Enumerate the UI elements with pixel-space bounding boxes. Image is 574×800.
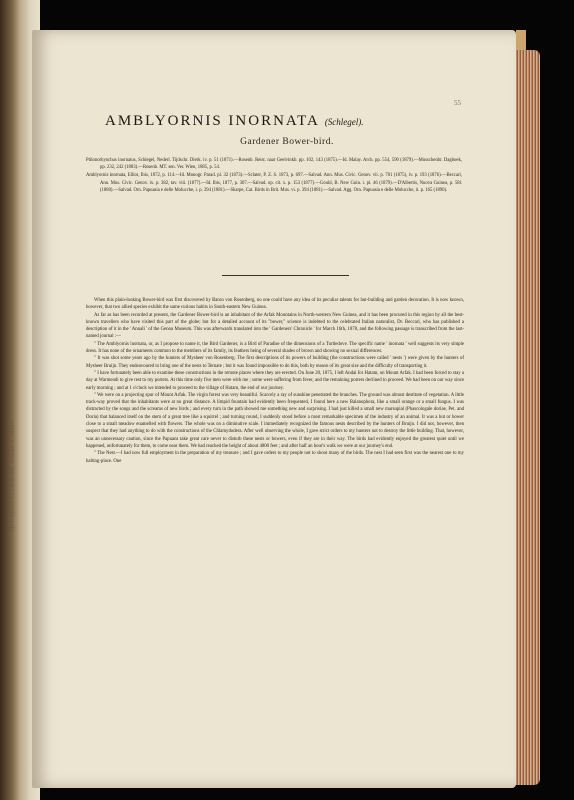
common-name: Gardener Bower-bird. [240, 137, 334, 147]
body-paragraph: As far as has been recorded at present, the Gardener Bower-bird is an inhabitant of the Arfak Mountains in North-western New Guinea, and it has been procured in this region by all the best-known travellers who have visited this part of the globe; but for a detailed account of its "bower," science is indebted to the celebrated Italian naturalist, Dr. Beccari, who has published a description of it in the ' Annali ' of the Genoa Museum. This was afterwards translated into the ' Gardeners' Chronicle ' for March 16th, 1878, and the following passage is transcribed from the last-named journal :— [86, 312, 464, 340]
species-name: AMBLYORNIS INORNATA [105, 113, 320, 129]
page-edges-gilt [514, 50, 540, 785]
body-paragraph: When this plain-looking Bower-bird was first discovered by Baron von Rosenberg, no one could have any idea of its peculiar talents for hut-building and garden decoration. It is now known, however, that two allied species exhibit the same curious habits in South-eastern New Guinea. [86, 298, 464, 311]
body-paragraph: " I have fortunately been able to examine these constructions in the remote places where they are erected. On June 20, 1875, I left Andai for Hatam, on Mount Arfak. I had been forced to stay a day at Warmendi to give rest to my porters. At this time only five men were with me ; some were suffering from fever, and the remaining porters declined to proceed. We had been on our way since early morning ; and at 1 o'clock we intended to proceed to the village of Hatam, the end of our journey. [86, 370, 464, 391]
page-title [105, 113, 425, 130]
reference-entry: Amblyornis inornata, Elliot, Ibis, 1872, p. 114.—Id. Monogr. Parad. pl. 32 (1873).—Sclater, P. Z. S. 1873, p. 697.—Salvad. Ann. Mus. Civic. Genov. vii. p. 781 (1875), iv. p. 193 (1876).—Beccari, Ann. Mus. Civic. Genov. ix. p. 382, tav. viii. (1877).—Id. Ibis, 1877, p. 307.—Salvad. op. cit. x. p. 153 (1877).—Gould, B. New Guin. i. pl. 46 (1879).—D'Albertis, Nuova Guinea, p. 581 (1880).—Salvad. Orn. Papuasia e delle Molucche, i. p. 394 (1881).—Sharpe, Cat. Birds in Brit. Mus. vi. p. 394 (1881).—Salvad. Agg. Orn. Papuasia e delle Molucche, ii. p. 165 (1890). [86, 173, 462, 193]
spine-running-title: AMBLYORNIS INORNATA (Schlegel). [8, 420, 14, 534]
body-paragraph: " The Nest.—I had now full employment in the preparation of my treasure ; and I gave orders to my people not to shoot many of the birds. The nest I had seen first was the nearest one to my halting-place. One [86, 451, 464, 464]
body-paragraph: " We were on a projecting spur of Mount Arfak. The virgin forest was very beautiful. Scarcely a ray of sunshine penetrated the branches. The ground was almost destitute of vegetation. A little track-way proved that the inhabitants were at no great distance. A limpid fountain had evidently been frequented, I found here a new Balanophora, like a small orange or a small fungus. I was distracted by the songs and the screams of new birds ; and every turn in the path showed me something new and surprising. I had just killed a small new marsupial (Phascologale doriae, Pet. and Doria) that balanced itself on the stem of a great tree like a squirrel ; and turning round, I suddenly stood before a most remarkable specimen of the industry of an animal. It was a hut or bower close to a small meadow enamelled with flowers. The whole was on a diminutive scale. I immediately recognized the famous nests described by the hunters of Bruijn. I did not, however, then suspect that they had anything to do with the constructions of the Chlamydodera. After well observing the whole, I gave strict orders to my hunters not to destroy the little building. That, however, was an unnecessary caution, since the Papuans take great care never to disturb these nests or bowers, even if they are in their way. The birds had evidently enjoyed the greatest quiet until we happened, unfortunately for them, to come near them. We had reached the height of about 4800 feet ; and after half an hour's walk we were at our journey's end. [86, 392, 464, 449]
reference-entry: Ptilonorhynchus inornatus, Schlegel, Nederl. Tijdschr. Dierk. iv. p. 51 (1871).—Rosenb. Reist. naar Geelvinkb. pp. 102, 143 (1875).—Id. Malay. Arch. pp. 554, 590 (1879).—Musschenbr. Dagboek, pp. 232, 242 (1883).—Rosenb. MT. sen. Ver. Wien, 1885, p. 54. [86, 158, 462, 171]
section-divider [222, 275, 349, 276]
body-paragraph: " The Amblyornis inornata, or, as I propose to name it, the Bird Gardener, is a Bird of Paradise of the dimensions of a Turtledove. The specific name ' inornata ' well suggests its very simple dress. It has none of the ornaments common to the members of its family, its feathers being of several shades of brown and showing no sexual differences. [86, 341, 464, 355]
page-number: 55 [454, 99, 461, 107]
body-paragraph: " It was shot some years ago by the hunters of Mysheer von Rosenberg. The first descriptions of its powers of building (the constructions were called ' nests ') were given by the hunters of Mysheer Bruijn. They endeavoured to bring one of the nests to Ternate ; but it was found impossible to do this, both by reason of its great size and the difficulty of transporting it. [86, 356, 464, 369]
synonymy-references [86, 157, 462, 195]
species-authority: (Schlegel). [324, 117, 364, 127]
body-text [86, 297, 464, 465]
